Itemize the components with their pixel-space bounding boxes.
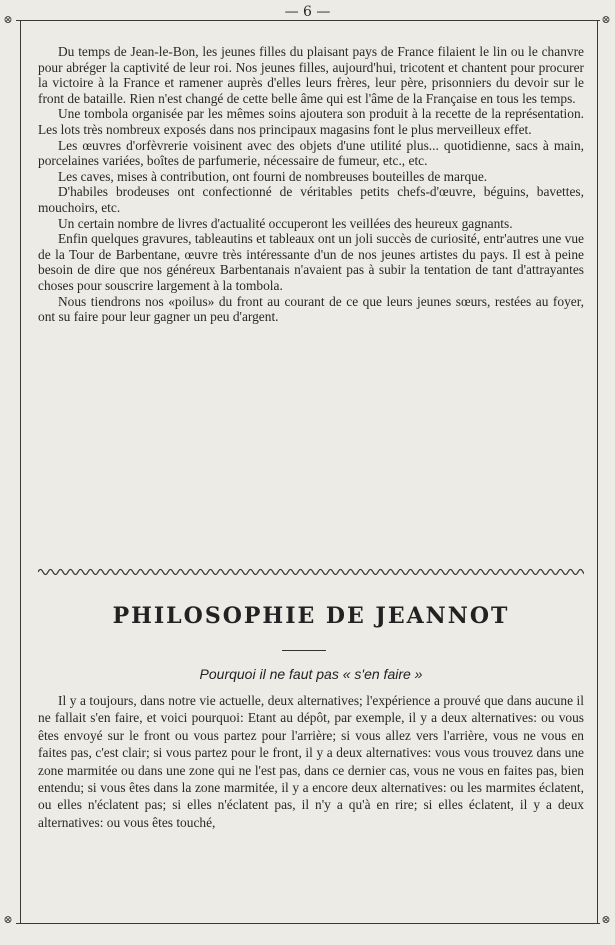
corner-ornament-icon: ⊗ xyxy=(601,13,611,26)
paragraph: Nous tiendrons nos «poilus» du front au courant de ce que leurs jeunes sœurs, restées au foyer, ont su faire pour leur gagner un peu d'argent. xyxy=(38,293,584,325)
article-body xyxy=(38,44,584,325)
corner-ornament-icon: ⊗ xyxy=(601,913,611,926)
paragraph: Une tombola organisée par les mêmes soins ajoutera son produit à la recette de la représentation. Les lots très nombreux exposés dans nos principaux magasins font le plus merveilleux effet. xyxy=(38,106,584,137)
section-body xyxy=(38,692,584,831)
title-underline xyxy=(282,650,326,651)
paragraph: Il y a toujours, dans notre vie actuelle, deux alternatives; l'expérience a prouvé que dans aucune il ne fallait s'en faire, et voici pourquoi: Etant au dépôt, par exemple, il y a deux alternatives: ou vous êtes envoyé sur le front ou vous partez pour l'arrière; si vous allez vers l'arrière, vous ne vous en faites pas, c'est clair; si vous partez pour le front, il y a deux alternatives: vous vous trouvez dans une zone marmitée ou dans une zone qui ne l'est pas, dans ce dernier cas, vous ne vous en faites pas, bien entendu; si vous êtes dans la zone marmitée, il y a encore deux alternatives: ou les marmites éclatent, ou elles n'éclatent pas; si elles n'éclatent pas, il n'y a qu'à en rire; si elles éclatent, il y a deux alternatives: ou vous êtes touché, xyxy=(38,693,584,830)
frame-bottom-rule xyxy=(16,923,600,924)
frame-left-rule xyxy=(20,20,21,923)
frame-right-rule xyxy=(597,20,598,923)
paragraph: Les caves, mises à contribution, ont fourni de nombreuses bouteilles de marque. xyxy=(58,168,488,184)
paragraph: Les œuvres d'orfèvrerie voisinent avec des objets d'une utilité plus... quotidienne, sacs à main, porcelaines variées, boîtes de parfumerie, nécessaire de fumeur, etc., etc. xyxy=(38,137,584,169)
corner-ornament-icon: ⊗ xyxy=(3,13,13,26)
paragraph: Un certain nombre de livres d'actualité occuperont les veillées des heureux gagnants. xyxy=(58,215,513,231)
section-title: PHILOSOPHIE DE JEANNOT xyxy=(112,603,510,629)
section-subtitle: Pourquoi il ne faut pas « s'en faire » xyxy=(199,666,423,682)
paragraph: D'habiles brodeuses ont confectionné de véritables petits chefs-d'œuvre, béguins, bavettes, mouchoirs, etc. xyxy=(38,184,584,215)
page-number: — 6 — xyxy=(284,4,331,20)
ornamental-divider xyxy=(38,566,584,578)
paragraph: Enfin quelques gravures, tableautins et tableaux ont un joli succès de curiosité, entr'autres une vue de la Tour de Barbentane, œuvre très intéressante d'un de nos jeunes artistes du pays. Il est à peine besoin de dire que nos généreux Barbentanais n'avaient pas à subir la tentation de tant d'attrayantes choses pour souscrire largement à la tombola. xyxy=(38,231,584,293)
corner-ornament-icon: ⊗ xyxy=(3,913,13,926)
paragraph: Du temps de Jean-le-Bon, les jeunes filles du plaisant pays de France filaient le lin ou le chanvre pour abréger la captivité de leur roi. Nos jeunes filles, aujourd'hui, tricotent et chantent pour procurer la victoire à la France et ramener auprès d'elles leurs frères, leur père, prisonniers du devoir sur le front de bataille. Rien n'est changé de cette belle âme qui est l'âme de la Française en tous les temps. xyxy=(38,44,584,106)
frame-top-rule xyxy=(16,20,600,21)
wave-divider-icon xyxy=(38,566,584,578)
